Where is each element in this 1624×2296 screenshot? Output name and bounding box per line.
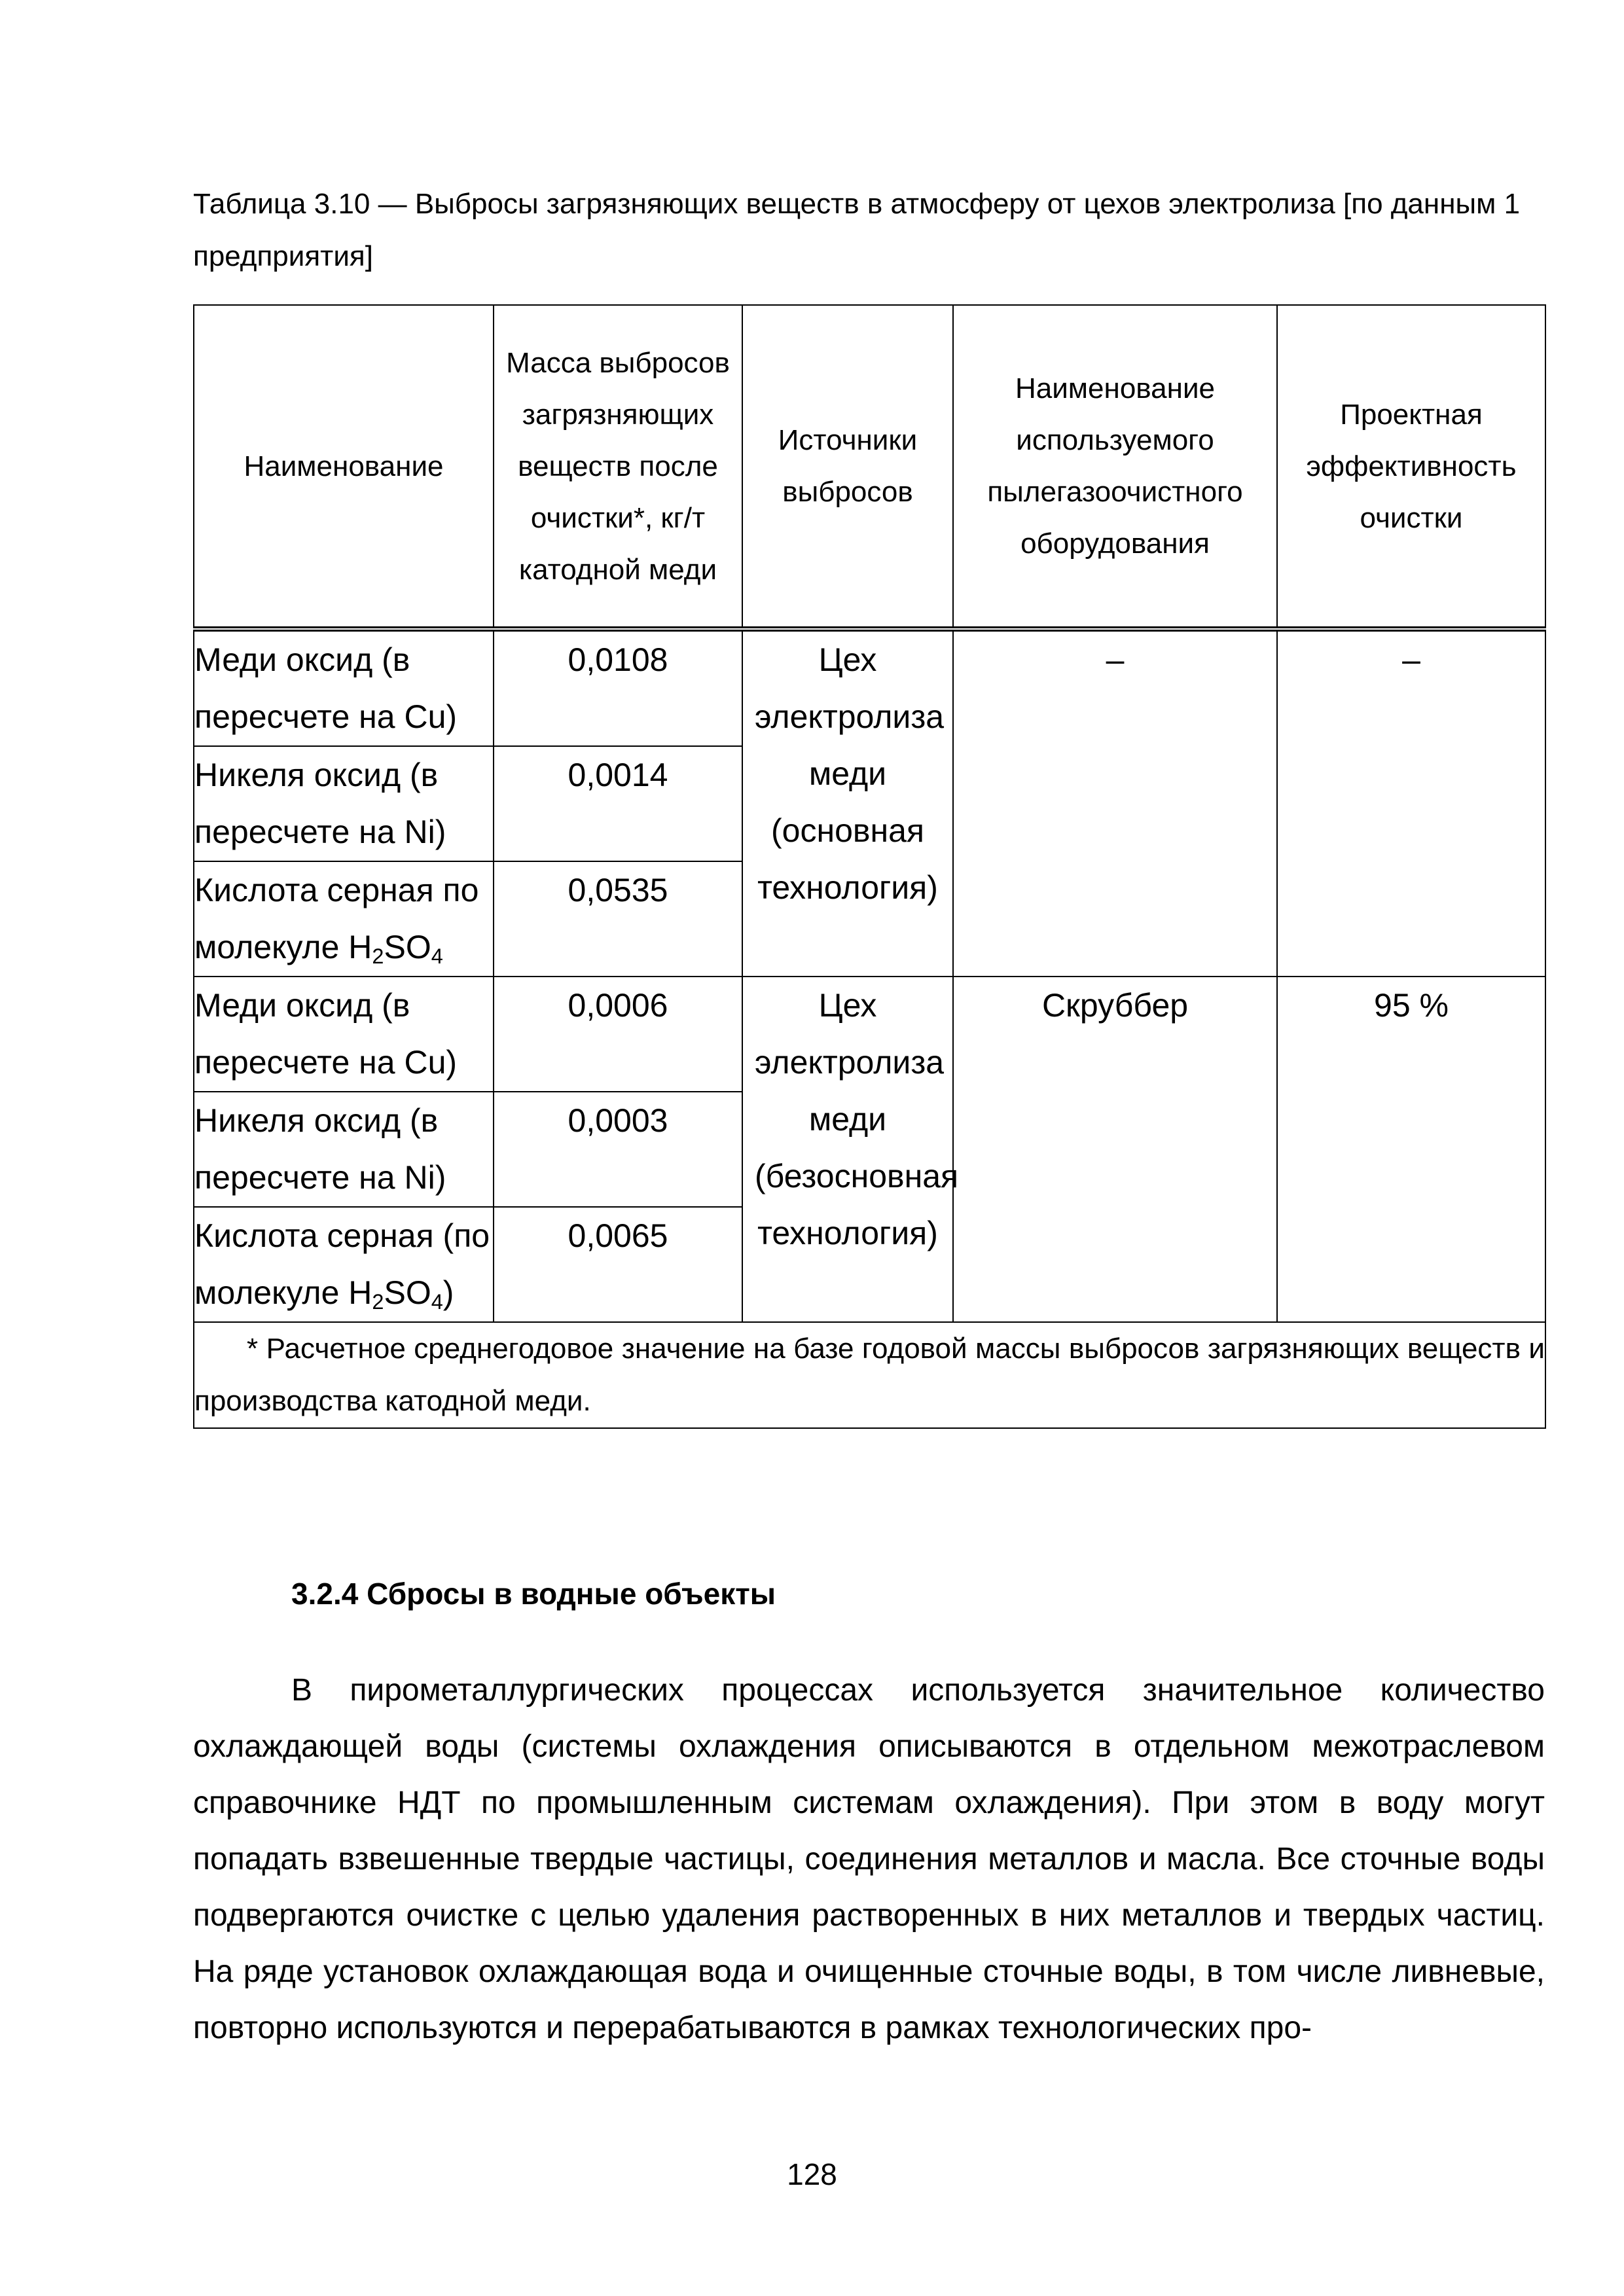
equipment-name: Скруббер: [953, 977, 1277, 1322]
subscript: 2: [372, 944, 384, 969]
table-row: [194, 629, 1545, 746]
header-name: Наименование: [194, 305, 494, 629]
subscript: 2: [372, 1290, 384, 1314]
efficiency-value: –: [1277, 629, 1545, 977]
emission-value: 0,0003: [494, 1092, 742, 1207]
header-mass: Масса выбросов загрязняющих веществ после очистки*, кг/т катодной меди: [494, 305, 742, 629]
emission-value: 0,0535: [494, 861, 742, 977]
substance-name-text: Кислота серная по молекуле H: [194, 872, 479, 965]
emissions-table: [193, 304, 1546, 1429]
substance-name-text: ): [442, 1274, 454, 1311]
table-footnote: [194, 1322, 1545, 1428]
substance-name: [194, 1207, 494, 1322]
emission-value: 0,0006: [494, 977, 742, 1092]
table-footnote-row: [194, 1322, 1545, 1428]
substance-name: Никеля оксид (в пересчете на Ni): [194, 1092, 494, 1207]
table-row: [194, 977, 1545, 1092]
substance-name-text: Кислота серная (по молекуле H: [194, 1217, 490, 1311]
header-equipment: Наименование используемого пылегазоочистного оборудования: [953, 305, 1277, 629]
substance-name: Никеля оксид (в пересчете на Ni): [194, 746, 494, 861]
body-paragraph: [193, 1662, 1545, 2056]
substance-name-text: SO: [384, 929, 431, 965]
emission-source: Цех электролиза меди (основная технология): [742, 629, 953, 977]
header-sources: Источники выбросов: [742, 305, 953, 629]
table-caption: Таблица 3.10 — Выбросы загрязняющих веществ в атмосферу от цехов электролиза [по данным 1 предприятия]: [193, 188, 1521, 272]
table-header-row: [194, 305, 1545, 629]
emission-value: 0,0014: [494, 746, 742, 861]
substance-name: [194, 861, 494, 977]
substance-name: Меди оксид (в пересчете на Cu): [194, 977, 494, 1092]
equipment-name: –: [953, 629, 1277, 977]
footnote-text: * Расчетное среднегодовое значение на базе годовой массы выбросов загрязняющих веществ и производства катодной меди.: [194, 1333, 1545, 1417]
emission-value: 0,0065: [494, 1207, 742, 1322]
subscript: 4: [431, 1290, 443, 1314]
header-efficiency: Проектная эффективность очистки: [1277, 305, 1545, 629]
section-heading: 3.2.4 Сбросы в водные объекты: [291, 1577, 776, 1611]
substance-name-text: SO: [384, 1274, 431, 1311]
emission-value: 0,0108: [494, 629, 742, 746]
paragraph-text: В пирометаллургических процессах используется значительное количество охлаждающей воды (системы охлаждения описываются в отдельном межотраслевом справочнике НДТ по промышленным системам охлаждения). При этом в воду могут попадать взвешенные твердые частицы, соединения металлов и масла. Все сточные воды подвергаются очистке с целью удаления растворенных в них металлов и твердых частиц. На ряде установок охлаждающая вода и очищенные сточные воды, в том числе ливневые, повторно используются и перерабатываются в рамках технологических про-: [193, 1673, 1545, 2045]
substance-name: Меди оксид (в пересчете на Cu): [194, 629, 494, 746]
page-number: 128: [787, 2157, 837, 2191]
emission-source: Цех электролиза меди (безосновная технология): [742, 977, 953, 1322]
efficiency-value: 95 %: [1277, 977, 1545, 1322]
subscript: 4: [431, 944, 443, 969]
